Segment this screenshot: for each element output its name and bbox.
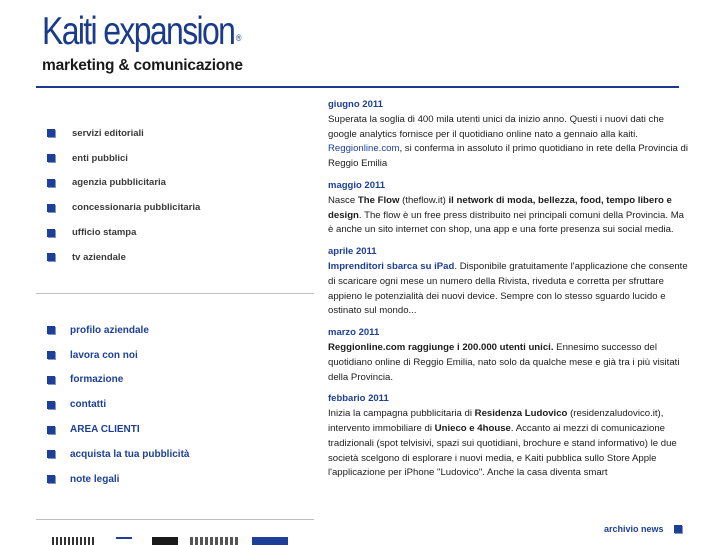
archive-label: archivio news [604, 524, 664, 534]
archive-news-link[interactable] [604, 524, 682, 534]
news-date: marzo 2011 [328, 327, 380, 339]
news-column [328, 98, 690, 488]
nav-item-tv-aziendale[interactable]: tv aziendale [44, 245, 274, 270]
bullet-icon [47, 426, 55, 434]
partner-logo[interactable] [190, 537, 240, 545]
bullet-icon [674, 525, 682, 533]
news-date: aprile 2011 [328, 246, 377, 258]
nav-item-note-legali[interactable]: note legali [44, 467, 274, 492]
bullet-icon [47, 253, 55, 261]
bullet-icon [47, 229, 55, 237]
partner-logo[interactable] [152, 537, 178, 545]
news-date: febbario 2011 [328, 393, 389, 405]
bullet-icon [47, 450, 55, 458]
nav-item-servizi-editoriali[interactable]: servizi editoriali [44, 121, 274, 146]
news-link[interactable]: Reggionline.com [328, 143, 400, 155]
header-divider [36, 86, 679, 88]
bullet-icon [47, 154, 55, 162]
nav-divider [36, 293, 314, 294]
nav-item-ufficio-stampa[interactable]: ufficio stampa [44, 220, 274, 245]
nav-item-concessionaria[interactable]: concessionaria pubblicitaria [44, 195, 274, 220]
bullet-icon [47, 475, 55, 483]
nav-divider-bottom [36, 519, 314, 520]
bullet-icon [47, 326, 55, 334]
news-text: Superata la soglia di 400 mila utenti unici da inizio anno. Questi i nuovi dati che google analytics fornisce per il quotidiano online nato a gennaio alla kaiti. Reggionline.com, si conferma in assoluto il primo quotidiano in rete della Provincia di Reggio Emilia [328, 113, 688, 170]
nav-item-lavora-con-noi[interactable]: lavora con noi [44, 343, 274, 368]
logo-tagline: marketing & comunicazione [42, 57, 243, 74]
partner-logo[interactable] [116, 537, 132, 545]
bullet-icon [47, 351, 55, 359]
news-item [328, 392, 690, 481]
news-text: Reggionline.com raggiunge i 200.000 utenti unici. Ennesimo successo del quotidiano online di Reggio Emilia, nato solo da qualche mese e già tra i più visitati della Provincia. [328, 341, 680, 383]
nav-item-agenzia-pubblicitaria[interactable]: agenzia pubblicitaria [44, 171, 274, 196]
logo[interactable] [42, 10, 281, 75]
news-item [328, 179, 690, 238]
bullet-icon [47, 179, 55, 187]
bullet-icon [47, 129, 55, 137]
nav-item-contatti[interactable]: contatti [44, 392, 274, 417]
logo-name: Kaiti expansion ® [42, 10, 240, 53]
services-nav [44, 121, 274, 270]
nav-item-enti-pubblici[interactable]: enti pubblici [44, 146, 274, 171]
news-item [328, 245, 690, 319]
nav-item-area-clienti[interactable]: AREA CLIENTI [44, 417, 274, 442]
company-nav [44, 318, 274, 492]
news-item [328, 98, 690, 172]
bullet-icon [47, 401, 55, 409]
nav-item-acquista-pubblicita[interactable]: acquista la tua pubblicità [44, 442, 274, 467]
news-item [328, 326, 690, 385]
partner-logo[interactable] [252, 537, 288, 545]
news-link[interactable]: Imprenditori sbarca su iPad [328, 260, 455, 272]
news-text: Inizia la campagna pubblicitaria di Residenza Ludovico (residenzaludovico.it), intervento immobiliare di Unieco e 4house. Accanto ai mezzi di comunicazione tradizionali (spot telvisivi, spazi sui quotidiani, brochure e stand informativo) le due società scelgono di esplorare i nuovi media, e Kaiti pubblica sullo Store Apple l'applicazione per iPhone "Ludovico". Anche la casa diventa smart [328, 408, 677, 479]
nav-item-profilo-aziendale[interactable]: profilo aziendale [44, 318, 274, 343]
partner-logo[interactable] [52, 537, 94, 545]
nav-item-formazione[interactable]: formazione [44, 368, 274, 393]
bullet-icon [47, 376, 55, 384]
news-text: Nasce The Flow (theflow.it) il network di moda, bellezza, food, tempo libero e design. The flow è un free press distribuito nei principali comuni della Provincia. Ma è anche un sito internet con shop, una app e una forte presenza sui social media. [328, 194, 685, 236]
news-date: giugno 2011 [328, 99, 383, 110]
news-date: maggio 2011 [328, 179, 386, 191]
news-text: Imprenditori sbarca su iPad. Disponibile gratuitamente l'applicazione che consente di scaricare ogni mese un numero della Rivista, riveduta e corretta per sfruttare appieno le potenzialità dei nuovi device. Sempre con lo stesso sguardo lucido e ostinato sul mondo... [328, 260, 688, 317]
bullet-icon [47, 204, 55, 212]
